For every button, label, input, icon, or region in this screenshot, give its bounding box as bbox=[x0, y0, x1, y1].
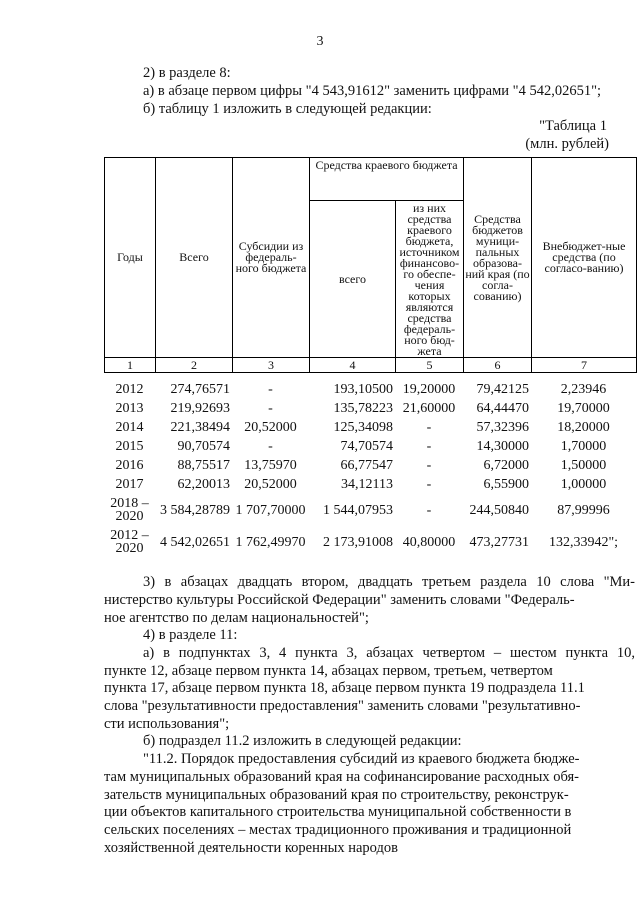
cell-year: 2012 bbox=[115, 382, 144, 397]
cell-municipal: 6,72000 bbox=[483, 458, 529, 473]
paragraph-a-line-2: пункте 12, абзаце первом пункта 14, абзацах первом, третьем, четвертом bbox=[104, 663, 553, 679]
cell-regional-federal: - bbox=[426, 420, 432, 435]
header-municipal: Средства бюджетов муници-пальных образова-ний края (по согла-сованию) bbox=[464, 158, 532, 358]
cell-total: 219,92693 bbox=[170, 401, 230, 416]
paragraph-3-line-1: 3) в абзацах двадцать втором, двадцать третьем раздела 10 слова "Ми- bbox=[143, 574, 635, 590]
cell-regional-federal: 21,60000 bbox=[402, 401, 456, 416]
table-units: (млн. рублей) bbox=[525, 136, 609, 152]
cell-federal: 1 762,49970 bbox=[235, 534, 306, 550]
cell-federal: 1 707,70000 bbox=[235, 502, 306, 518]
cell-total: 90,70574 bbox=[177, 439, 230, 454]
header-years: Годы bbox=[105, 158, 156, 358]
paragraph-a-line-5: сти использования"; bbox=[104, 716, 230, 732]
cell-federal: - bbox=[268, 382, 273, 397]
paragraph-4: 4) в разделе 11: bbox=[143, 627, 238, 643]
cell-extrabudget: 1,50000 bbox=[560, 458, 607, 473]
cell-federal: 20,52000 bbox=[244, 477, 297, 492]
header-federal: Субсидии из федераль-ного бюджета bbox=[233, 158, 310, 358]
cell-total: 221,38494 bbox=[170, 420, 230, 435]
cell-regional-federal: - bbox=[426, 477, 432, 492]
column-number: 5 bbox=[396, 358, 464, 373]
intro-line-a: а) в абзаце первом цифры "4 543,91612" заменить цифрами "4 542,02651"; bbox=[143, 83, 602, 99]
cell-extrabudget: 2,23946 bbox=[560, 382, 607, 397]
cell-total: 62,20013 bbox=[177, 477, 230, 492]
table-row bbox=[104, 399, 636, 418]
cell-extrabudget: 1,70000 bbox=[560, 439, 607, 454]
table-row bbox=[104, 456, 636, 475]
table-row bbox=[104, 494, 636, 526]
cell-year-end: 2020 bbox=[115, 509, 144, 524]
cell-year-start: 2018 – bbox=[110, 496, 149, 511]
cell-regional-total: 193,10500 bbox=[333, 382, 393, 397]
cell-municipal: 473,27731 bbox=[469, 534, 529, 550]
cell-federal: - bbox=[268, 401, 273, 416]
cell-extrabudget: 132,33942"; bbox=[548, 534, 619, 550]
column-number: 1 bbox=[105, 358, 156, 373]
paragraph-b: б) подраздел 11.2 изложить в следующей редакции: bbox=[143, 733, 462, 749]
cell-regional-federal: - bbox=[426, 439, 432, 454]
cell-regional-total: 1 544,07953 bbox=[323, 502, 393, 518]
cell-regional-federal: - bbox=[426, 458, 432, 473]
paragraph-a-line-4: слова "результативности предоставления" заменить словами "результативно- bbox=[104, 698, 581, 714]
cell-regional-total: 2 173,91008 bbox=[323, 534, 393, 550]
quote-line-1: "11.2. Порядок предоставления субсидий из краевого бюджета бюдже- bbox=[143, 751, 580, 767]
cell-year: 2013 bbox=[115, 401, 144, 416]
header-regional-total: всего bbox=[310, 201, 396, 358]
quote-line-3: зательств муниципальных образований края по строительству, реконструк- bbox=[104, 787, 569, 803]
cell-municipal: 244,50840 bbox=[469, 502, 529, 518]
cell-municipal: 14,30000 bbox=[476, 439, 529, 454]
paragraph-a-line-1: а) в подпунктах 3, 4 пункта 3, абзацах четвертом – шестом пункта 10, bbox=[143, 645, 635, 661]
paragraph-3-line-3: ное агентство по делам национальностей"; bbox=[104, 610, 369, 626]
header-total: Всего bbox=[156, 158, 233, 358]
column-number: 2 bbox=[156, 358, 233, 373]
cell-extrabudget: 1,00000 bbox=[560, 477, 607, 492]
quote-line-5: сельских поселениях – местах традиционного проживания и традиционной bbox=[104, 822, 572, 838]
cell-regional-federal: 40,80000 bbox=[402, 534, 456, 550]
cell-year: 2014 bbox=[115, 420, 144, 435]
quote-line-2: там муниципальных образований края на софинансирование расходных обя- bbox=[104, 769, 579, 785]
cell-municipal: 79,42125 bbox=[476, 382, 529, 397]
cell-year-end: 2020 bbox=[115, 541, 144, 556]
cell-extrabudget: 87,99996 bbox=[557, 502, 610, 518]
table-row bbox=[104, 526, 636, 558]
page-number: 3 bbox=[316, 34, 324, 49]
cell-regional-total: 135,78223 bbox=[333, 401, 393, 416]
header-regional-group: Средства краевого бюджета bbox=[310, 158, 464, 201]
paragraph-a-line-3: пункта 17, абзаце первом пункта 18, абзаце первом пункта 19 подраздела 11.1 bbox=[104, 680, 585, 696]
cell-total: 3 584,28789 bbox=[160, 502, 230, 518]
column-number: 4 bbox=[310, 358, 396, 373]
cell-federal: - bbox=[268, 439, 273, 454]
header-regional-federal-source: из них средства краевого бюджета, источником финансово-го обеспе-чения которых являются средства федераль-ного бюд-жета bbox=[396, 201, 464, 358]
quote-line-6: хозяйственной деятельности коренных народов bbox=[104, 840, 398, 856]
cell-year: 2015 bbox=[115, 439, 144, 454]
cell-regional-total: 74,70574 bbox=[340, 439, 393, 454]
cell-year-range bbox=[104, 494, 155, 526]
intro-line-section8: 2) в разделе 8: bbox=[143, 65, 231, 81]
intro-line-b: б) таблицу 1 изложить в следующей редакции: bbox=[143, 101, 432, 117]
table-row bbox=[104, 475, 636, 494]
cell-municipal: 64,44470 bbox=[476, 401, 529, 416]
cell-municipal: 6,55900 bbox=[483, 477, 529, 492]
column-number: 3 bbox=[233, 358, 310, 373]
cell-extrabudget: 19,70000 bbox=[557, 401, 610, 416]
table-row bbox=[104, 437, 636, 456]
cell-regional-federal: 19,20000 bbox=[402, 382, 456, 397]
cell-municipal: 57,32396 bbox=[476, 420, 529, 435]
cell-year-start: 2012 – bbox=[110, 528, 149, 543]
cell-total: 274,76571 bbox=[170, 382, 230, 397]
cell-year: 2017 bbox=[115, 477, 144, 492]
cell-total: 88,75517 bbox=[177, 458, 230, 473]
table-row bbox=[104, 380, 636, 399]
cell-regional-total: 66,77547 bbox=[340, 458, 393, 473]
cell-year: 2016 bbox=[115, 458, 144, 473]
table-body bbox=[104, 380, 636, 558]
table-title: "Таблица 1 bbox=[539, 118, 607, 134]
cell-federal: 13,75970 bbox=[244, 458, 297, 473]
column-number: 7 bbox=[532, 358, 637, 373]
column-number: 6 bbox=[464, 358, 532, 373]
cell-regional-total: 34,12113 bbox=[341, 477, 393, 492]
cell-federal: 20,52000 bbox=[244, 420, 297, 435]
table-row bbox=[104, 418, 636, 437]
cell-regional-federal: - bbox=[426, 502, 432, 518]
quote-line-4: ции объектов капитального строительства муниципальной собственности в bbox=[104, 804, 572, 820]
cell-total: 4 542,02651 bbox=[160, 534, 230, 550]
cell-year-range bbox=[104, 526, 155, 558]
table-header bbox=[104, 157, 637, 373]
cell-regional-total: 125,34098 bbox=[333, 420, 393, 435]
cell-extrabudget: 18,20000 bbox=[557, 420, 610, 435]
header-extrabudget: Внебюджет-ные средства (по согласо-ванию) bbox=[532, 158, 637, 358]
paragraph-3-line-2: нистерство культуры Российской Федерации" заменить словами "Федераль- bbox=[104, 592, 575, 608]
